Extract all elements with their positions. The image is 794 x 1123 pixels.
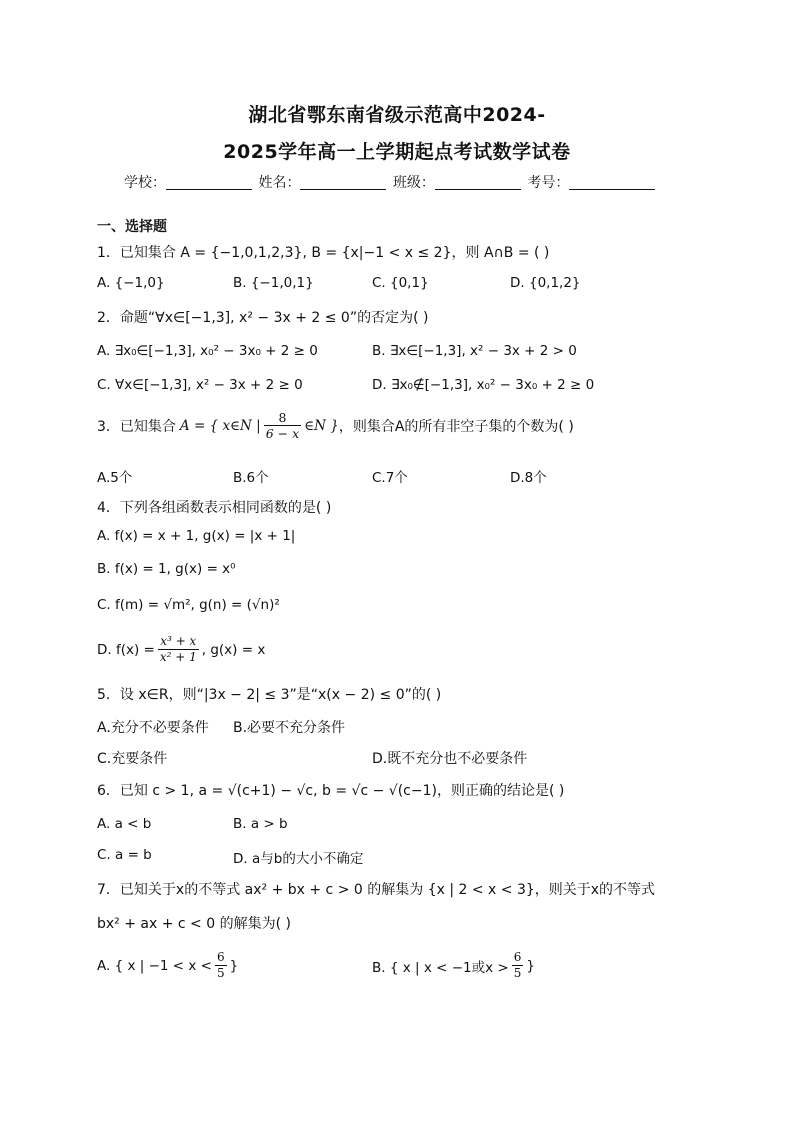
q7-option-b-denominator: 5 <box>513 966 522 980</box>
exam-title-line1: 湖北省鄂东南省级示范高中2024- <box>248 104 546 126</box>
q7-option-b-suffix: } <box>526 957 535 974</box>
question-5-stem: 5．设 x∈R，则“|3x − 2| ≤ 3”是“x(x − 2) ≤ 0”的( ) <box>97 687 442 703</box>
question-1-stem: 1．已知集合 A = {−1,0,1,2,3}, B = {x|−1 < x ≤ 2}，则 A∩B = ( ) <box>97 245 550 261</box>
q3-stem-prefix: 3．已知集合 <box>97 418 176 435</box>
q5-option-b: B.必要不充分条件 <box>233 720 346 736</box>
q7-option-b-fraction <box>512 950 524 981</box>
question-7-stem-line1: 7．已知关于x的不等式 ax² + bx + c > 0 的解集为 {x | 2 < x < 3}，则关于x的不等式 <box>97 882 656 898</box>
q5-option-d: D.既不充分也不必要条件 <box>372 751 528 767</box>
q3-option-b: B.6个 <box>233 470 269 486</box>
q7-option-a-prefix: A. { x | −1 < x < <box>97 957 212 974</box>
q7-option-b <box>372 950 535 981</box>
school-label: 学校： <box>124 175 166 191</box>
q7-option-b-numerator: 6 <box>513 950 522 964</box>
exam-number-label: 考号： <box>527 175 570 191</box>
q6-option-a: A. a < b <box>97 816 152 832</box>
q1-option-d: D. {0,1,2} <box>510 275 581 291</box>
name-blank[interactable] <box>300 175 386 190</box>
q2-option-d: D. ∃x₀∉[−1,3], x₀² − 3x₀ + 2 ≥ 0 <box>372 377 595 393</box>
q3-set-close: ∈N } <box>304 417 339 434</box>
q1-option-c: C. {0,1} <box>372 275 429 291</box>
class-blank[interactable] <box>435 175 521 190</box>
q2-option-c: C. ∀x∈[−1,3], x² − 3x + 2 ≥ 0 <box>97 377 303 393</box>
q4-option-d-numerator: x³ + x <box>160 634 197 648</box>
q3-option-d: D.8个 <box>510 470 547 486</box>
q2-option-a: A. ∃x₀∈[−1,3], x₀² − 3x₀ + 2 ≥ 0 <box>97 343 318 359</box>
question-6-stem: 6．已知 c > 1, a = √(c+1) − √c, b = √c − √(c−1)，则正确的结论是( ) <box>97 783 565 799</box>
q4-option-d-denominator: x² + 1 <box>159 650 197 664</box>
school-blank[interactable] <box>166 175 252 190</box>
q7-option-a-fraction <box>215 950 227 981</box>
section-heading: 一、选择题 <box>97 219 167 235</box>
question-7-stem-line2: bx² + ax + c < 0 的解集为( ) <box>97 916 291 932</box>
q7-option-a-suffix: } <box>229 957 239 974</box>
q3-option-a: A.5个 <box>97 470 133 486</box>
name-label: 姓名： <box>258 175 301 191</box>
q2-option-b: B. ∃x∈[−1,3], x² − 3x + 2 > 0 <box>372 343 577 359</box>
question-4-stem: 4．下列各组函数表示相同函数的是( ) <box>97 500 332 516</box>
q1-option-b: B. {−1,0,1} <box>233 275 314 291</box>
q3-option-c: C.7个 <box>372 470 408 486</box>
q4-option-a: A. f(x) = x + 1, g(x) = |x + 1| <box>97 528 296 544</box>
q7-option-a-denominator: 5 <box>216 966 225 980</box>
q4-option-c: C. f(m) = √m², g(n) = (√n)² <box>97 597 280 613</box>
q3-set-open: A = { x∈N | <box>179 417 261 434</box>
q3-fraction-denominator: 6 − x <box>265 426 300 441</box>
q6-option-d: D. a与b的大小不确定 <box>233 851 364 867</box>
q7-option-a-numerator: 6 <box>216 950 225 964</box>
class-label: 班级： <box>392 175 435 191</box>
q6-option-b: B. a > b <box>233 816 288 832</box>
q4-option-d-suffix: , g(x) = x <box>201 641 266 658</box>
q3-fraction-numerator: 8 <box>278 410 287 425</box>
question-3-stem <box>97 410 574 441</box>
q5-option-c: C.充要条件 <box>97 751 168 767</box>
q7-option-b-prefix: B. { x | x < −1或x > <box>372 959 509 976</box>
q1-option-a: A. {−1,0} <box>97 275 165 291</box>
q3-stem-suffix: ，则集合A的所有非空子集的个数为( ) <box>338 418 574 435</box>
q3-fraction <box>264 410 301 441</box>
exam-number-blank[interactable] <box>569 175 655 190</box>
q7-option-a <box>97 950 238 981</box>
q5-option-a: A.充分不必要条件 <box>97 720 209 736</box>
exam-title-line2: 2025学年高一上学期起点考试数学试卷 <box>223 141 571 163</box>
q4-option-d <box>97 634 265 665</box>
q6-option-c: C. a = b <box>97 847 152 863</box>
q4-option-d-fraction <box>158 634 199 665</box>
q4-option-b: B. f(x) = 1, g(x) = x⁰ <box>97 561 236 577</box>
q4-option-d-prefix: D. f(x) = <box>97 641 155 658</box>
question-2-stem: 2．命题“∀x∈[−1,3], x² − 3x + 2 ≤ 0”的否定为( ) <box>97 310 429 326</box>
student-info-row <box>124 172 657 192</box>
